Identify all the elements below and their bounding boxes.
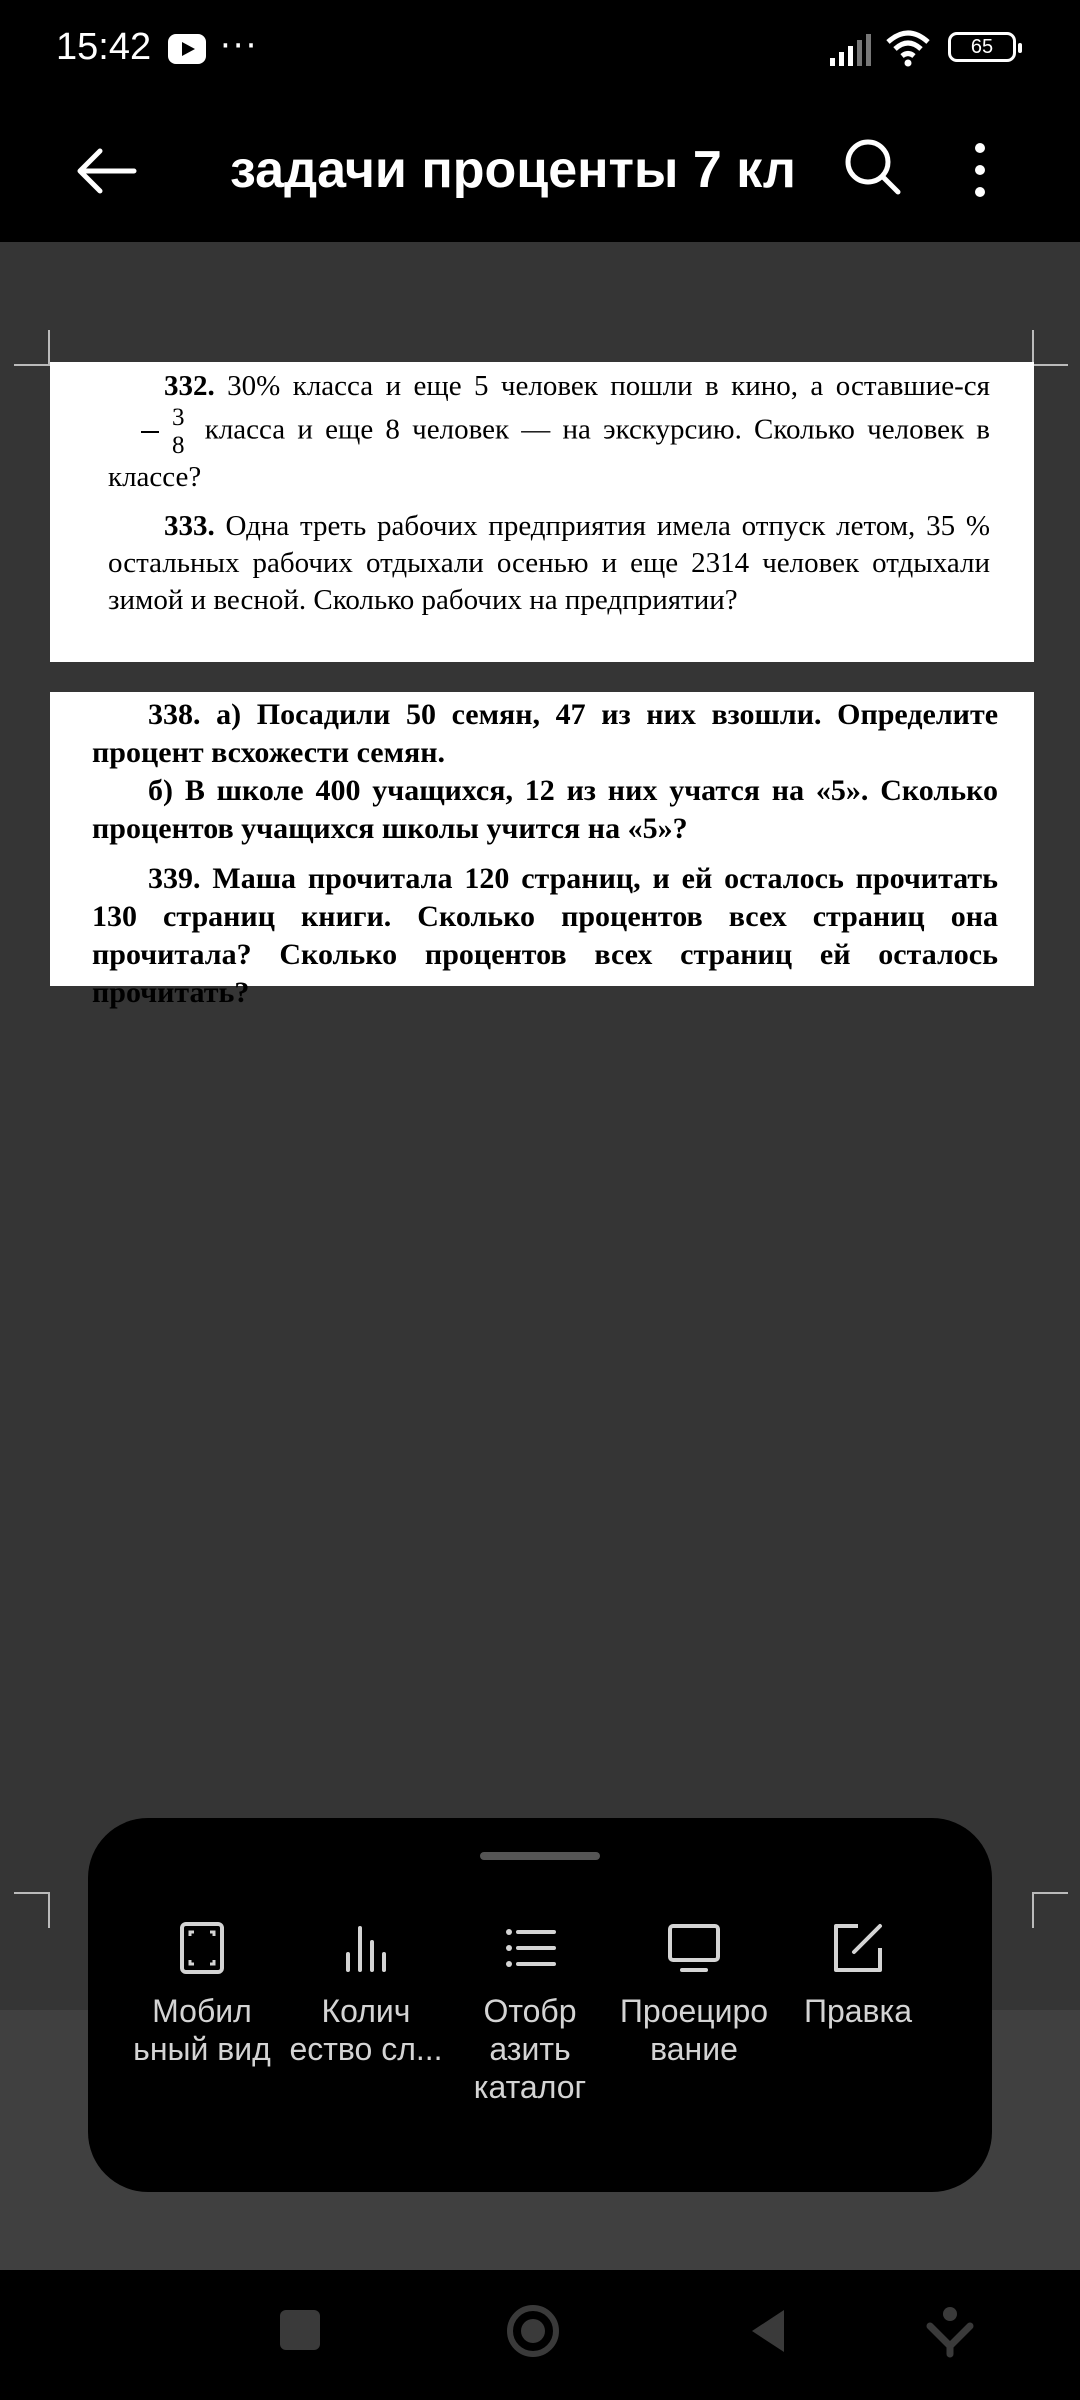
action-label: Правка	[803, 1993, 913, 2029]
edit-icon	[828, 1918, 888, 1978]
projection-button[interactable]	[614, 1918, 774, 2068]
action-label: Проециро вание	[619, 1993, 769, 2067]
list-icon	[500, 1918, 560, 1978]
home-circle-icon[interactable]	[506, 2304, 560, 2358]
action-label: Колич ество сл...	[289, 1993, 443, 2067]
bar-chart-icon	[336, 1918, 396, 1978]
document-page-excerpt-1	[50, 362, 1034, 662]
monitor-icon	[664, 1918, 724, 1978]
crop-mark-top-left	[14, 330, 50, 366]
problem-text: Маша прочитала 120 страниц, и ей осталось прочитать 130 страниц книги. Сколько процентов всех страниц она прочитала? Сколько процентов всех страниц ей осталось прочитать?	[92, 862, 999, 1009]
assistant-icon[interactable]	[926, 2304, 974, 2358]
show-catalog-button[interactable]	[450, 1918, 610, 2106]
problem-number: 333.	[164, 510, 215, 542]
problem-text: 30% класса и еще 5 человек пошли в кино, а оставшие-ся	[227, 370, 990, 402]
problem-number: 338.	[148, 698, 201, 731]
action-label: Мобил ьный вид	[133, 1993, 271, 2067]
battery-icon: 65	[948, 32, 1016, 62]
problem-number: 339.	[148, 862, 201, 895]
mobile-view-button[interactable]	[122, 1918, 282, 2068]
word-count-button[interactable]	[286, 1918, 446, 2068]
mobile-view-icon	[172, 1918, 232, 1978]
back-triangle-icon[interactable]	[748, 2306, 788, 2356]
youtube-icon	[168, 34, 206, 64]
action-label: Отобр азить каталог	[473, 1993, 587, 2105]
crop-mark-bottom-right	[1032, 1892, 1068, 1928]
more-notifications-icon: ···	[220, 26, 259, 66]
recents-square-icon[interactable]	[280, 2310, 320, 2350]
wifi-icon	[884, 28, 932, 68]
drag-handle[interactable]	[480, 1852, 600, 1860]
back-arrow-icon[interactable]	[72, 136, 142, 206]
status-time: 15:42	[56, 26, 152, 68]
document-title: задачи проценты 7 кл	[230, 141, 796, 199]
problem-text: Одна треть рабочих предприятия имела отпуск летом, 35 % остальных рабочих отдыхали осенью и еще 2314 человек отдыхали зимой и весной. Сколько рабочих на предприятии?	[108, 510, 990, 616]
status-bar	[0, 0, 1080, 100]
problem-338b: б) В школе 400 учащихся, 12 из них учатся на «5». Сколько процентов учащихся школы учится на «5»?	[92, 774, 998, 845]
more-vertical-icon[interactable]	[950, 140, 1010, 200]
fraction-numerator: 3	[172, 404, 185, 431]
search-icon[interactable]	[840, 134, 906, 200]
document-page-excerpt-2	[50, 692, 1034, 1009]
crop-mark-top-right	[1032, 330, 1068, 366]
problem-338a	[92, 696, 998, 772]
crop-mark-bottom-left	[14, 1892, 50, 1928]
problem-332	[108, 368, 990, 496]
fraction	[116, 405, 185, 459]
problem-333	[108, 508, 990, 619]
signal-icon	[828, 34, 872, 66]
system-nav-bar	[0, 2270, 1080, 2400]
app-bar	[0, 100, 1080, 242]
fraction-denominator: 8	[172, 432, 185, 459]
bottom-action-sheet	[88, 1818, 992, 2192]
edit-button[interactable]	[778, 1918, 938, 2030]
problem-text: а) Посадили 50 семян, 47 из них взошли. Определите процент всхожести семян.	[92, 698, 999, 769]
problem-text: класса и еще 8 человек — на экскурсию. Сколько человек в классе?	[108, 413, 990, 493]
problem-339	[92, 860, 998, 1012]
problem-number: 332.	[164, 370, 215, 402]
